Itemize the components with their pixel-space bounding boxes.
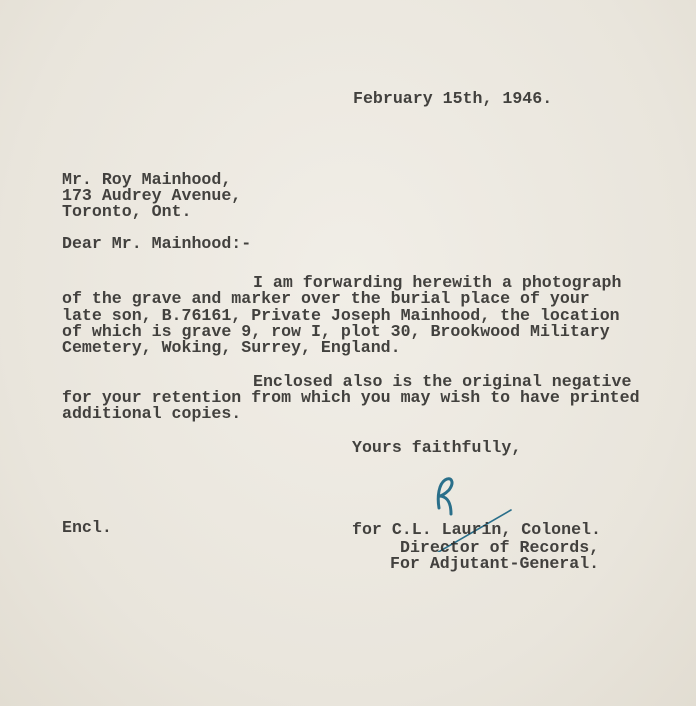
- paragraph-1-line: I am forwarding herewith a photograph: [253, 273, 622, 292]
- recipient-name: Mr. Roy Mainhood,: [62, 170, 232, 189]
- paragraph-2-line: for your retention from which you may wish to have printed: [62, 388, 640, 407]
- signature-department: For Adjutant-General.: [390, 554, 600, 573]
- signature-title: Director of Records,: [400, 538, 600, 557]
- paragraph-1-line: of which is grave 9, row I, plot 30, Brookwood Military: [62, 322, 610, 341]
- recipient-city: Toronto, Ont.: [62, 202, 192, 221]
- paragraph-1-line: Cemetery, Woking, Surrey, England.: [62, 338, 401, 357]
- letter-date: February 15th, 1946.: [353, 89, 553, 108]
- enclosure-note: Encl.: [62, 518, 112, 537]
- paragraph-1-line: of the grave and marker over the burial place of your: [62, 289, 590, 308]
- closing: Yours faithfully,: [352, 438, 522, 457]
- paragraph-2-line: Enclosed also is the original negative: [253, 372, 632, 391]
- paragraph-1-line: late son, B.76161, Private Joseph Mainhood, the location: [62, 306, 620, 325]
- salutation: Dear Mr. Mainhood:-: [62, 234, 252, 253]
- paragraph-2-line: additional copies.: [62, 404, 242, 423]
- signature-line: for C.L. Laurin, Colonel.: [352, 520, 601, 539]
- recipient-street: 173 Audrey Avenue,: [62, 186, 242, 205]
